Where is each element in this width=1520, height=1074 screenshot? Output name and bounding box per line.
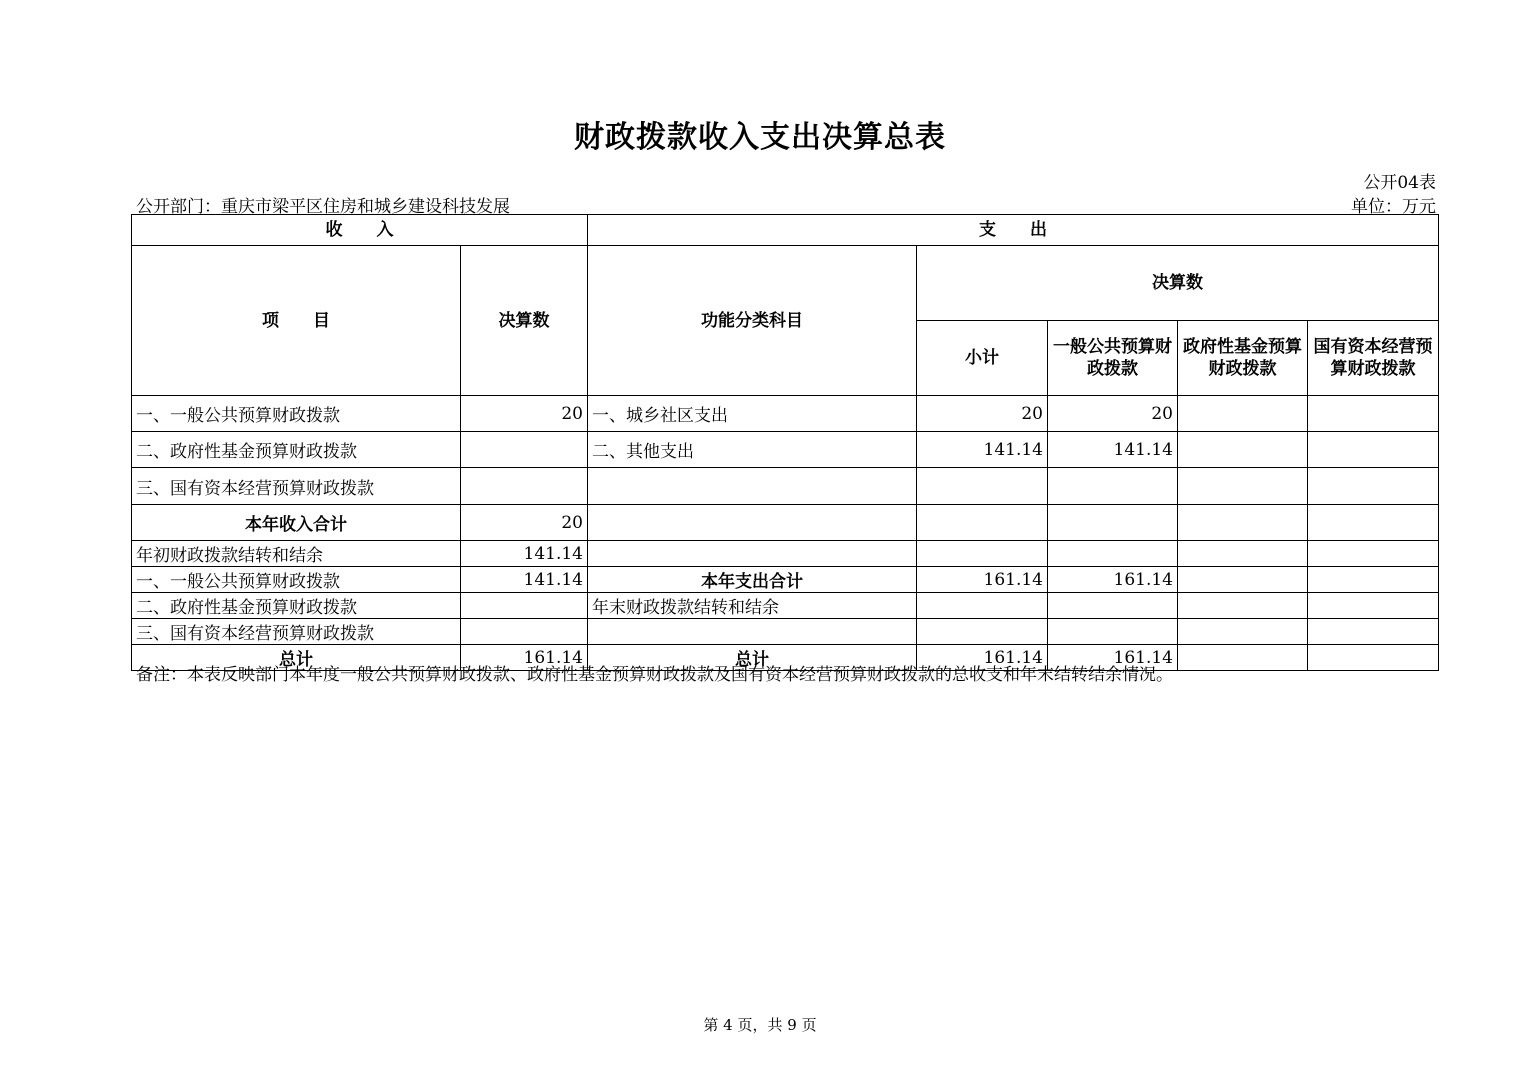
fund-cell <box>1178 432 1308 468</box>
fund-cell <box>1178 567 1308 593</box>
func-cell <box>588 619 917 645</box>
fund-cell <box>1178 396 1308 432</box>
func-cell: 二、其他支出 <box>588 432 917 468</box>
table-row <box>132 541 1439 567</box>
capital-cell <box>1308 468 1439 505</box>
page-number: 第 4 页，共 9 页 <box>703 1016 817 1034</box>
unit-label: 单位：万元 <box>1351 197 1436 217</box>
final-amount-group-header: 决算数 <box>917 246 1439 321</box>
amount-cell <box>461 619 588 645</box>
amount-cell <box>461 593 588 619</box>
capital-cell <box>1308 432 1439 468</box>
item-cell: 年初财政拨款结转和结余 <box>132 541 461 567</box>
capital-cell <box>1308 396 1439 432</box>
subtotal-cell: 20 <box>917 396 1048 432</box>
fund-cell <box>1178 645 1308 671</box>
func-class-header: 功能分类科目 <box>588 246 917 396</box>
capital-cell <box>1308 541 1439 567</box>
fund-cell <box>1178 593 1308 619</box>
table-row <box>132 567 1439 593</box>
item-header: 项 目 <box>132 246 461 396</box>
amount-cell <box>461 468 588 505</box>
fund-cell <box>1178 619 1308 645</box>
subtotal-cell: 161.14 <box>917 567 1048 593</box>
state-capital-header: 国有资本经营预算财政拨款 <box>1308 321 1439 396</box>
capital-cell <box>1308 505 1439 541</box>
capital-cell <box>1308 593 1439 619</box>
amount-cell: 20 <box>461 505 588 541</box>
subtotal-cell <box>917 593 1048 619</box>
table-row <box>132 396 1439 432</box>
item-cell: 总计 <box>132 645 461 671</box>
subtotal-header: 小计 <box>917 321 1048 396</box>
subtotal-cell: 141.14 <box>917 432 1048 468</box>
general-budget-header: 一般公共预算财政拨款 <box>1048 321 1178 396</box>
table-row <box>132 505 1439 541</box>
table-note: 备注：本表反映部门本年度一般公共预算财政拨款、政府性基金预算财政拨款及国有资本经营预算财政拨款的总收支和年末结转结余情况。 <box>136 665 1173 685</box>
func-cell: 年末财政拨款结转和结余 <box>588 593 917 619</box>
gov-fund-header: 政府性基金预算财政拨款 <box>1178 321 1308 396</box>
fund-cell <box>1178 505 1308 541</box>
item-cell: 二、政府性基金预算财政拨款 <box>132 593 461 619</box>
item-cell: 一、一般公共预算财政拨款 <box>132 567 461 593</box>
amount-cell: 20 <box>461 396 588 432</box>
general-cell <box>1048 619 1178 645</box>
subtotal-cell <box>917 468 1048 505</box>
subtotal-cell: 161.14 <box>917 645 1048 671</box>
subtotal-cell <box>917 505 1048 541</box>
table-row <box>132 593 1439 619</box>
item-cell: 一、一般公共预算财政拨款 <box>132 396 461 432</box>
final-amount-header: 决算数 <box>461 246 588 396</box>
table-row <box>132 468 1439 505</box>
func-cell: 一、城乡社区支出 <box>588 396 917 432</box>
capital-cell <box>1308 619 1439 645</box>
item-cell: 本年收入合计 <box>132 505 461 541</box>
amount-cell <box>461 432 588 468</box>
amount-cell: 141.14 <box>461 567 588 593</box>
amount-cell: 141.14 <box>461 541 588 567</box>
func-cell <box>588 468 917 505</box>
general-cell: 161.14 <box>1048 645 1178 671</box>
income-header: 收 入 <box>132 215 588 246</box>
func-cell <box>588 541 917 567</box>
func-cell: 本年支出合计 <box>588 567 917 593</box>
general-cell: 141.14 <box>1048 432 1178 468</box>
amount-cell: 161.14 <box>461 645 588 671</box>
expense-header: 支 出 <box>588 215 1439 246</box>
table-row <box>132 432 1439 468</box>
general-cell <box>1048 505 1178 541</box>
subtotal-cell <box>917 541 1048 567</box>
page-title: 财政拨款收入支出决算总表 <box>574 120 946 155</box>
general-cell <box>1048 468 1178 505</box>
item-cell: 三、国有资本经营预算财政拨款 <box>132 619 461 645</box>
table-row <box>132 619 1439 645</box>
func-cell <box>588 505 917 541</box>
general-cell: 161.14 <box>1048 567 1178 593</box>
general-cell <box>1048 593 1178 619</box>
general-cell <box>1048 541 1178 567</box>
subtotal-cell <box>917 619 1048 645</box>
capital-cell <box>1308 645 1439 671</box>
budget-table <box>131 214 1439 671</box>
func-cell: 总计 <box>588 645 917 671</box>
item-cell: 二、政府性基金预算财政拨款 <box>132 432 461 468</box>
capital-cell <box>1308 567 1439 593</box>
general-cell: 20 <box>1048 396 1178 432</box>
department-label: 公开部门：重庆市梁平区住房和城乡建设科技发展 <box>136 197 510 217</box>
fund-cell <box>1178 541 1308 567</box>
fund-cell <box>1178 468 1308 505</box>
form-number: 公开04表 <box>1363 173 1436 193</box>
item-cell: 三、国有资本经营预算财政拨款 <box>132 468 461 505</box>
